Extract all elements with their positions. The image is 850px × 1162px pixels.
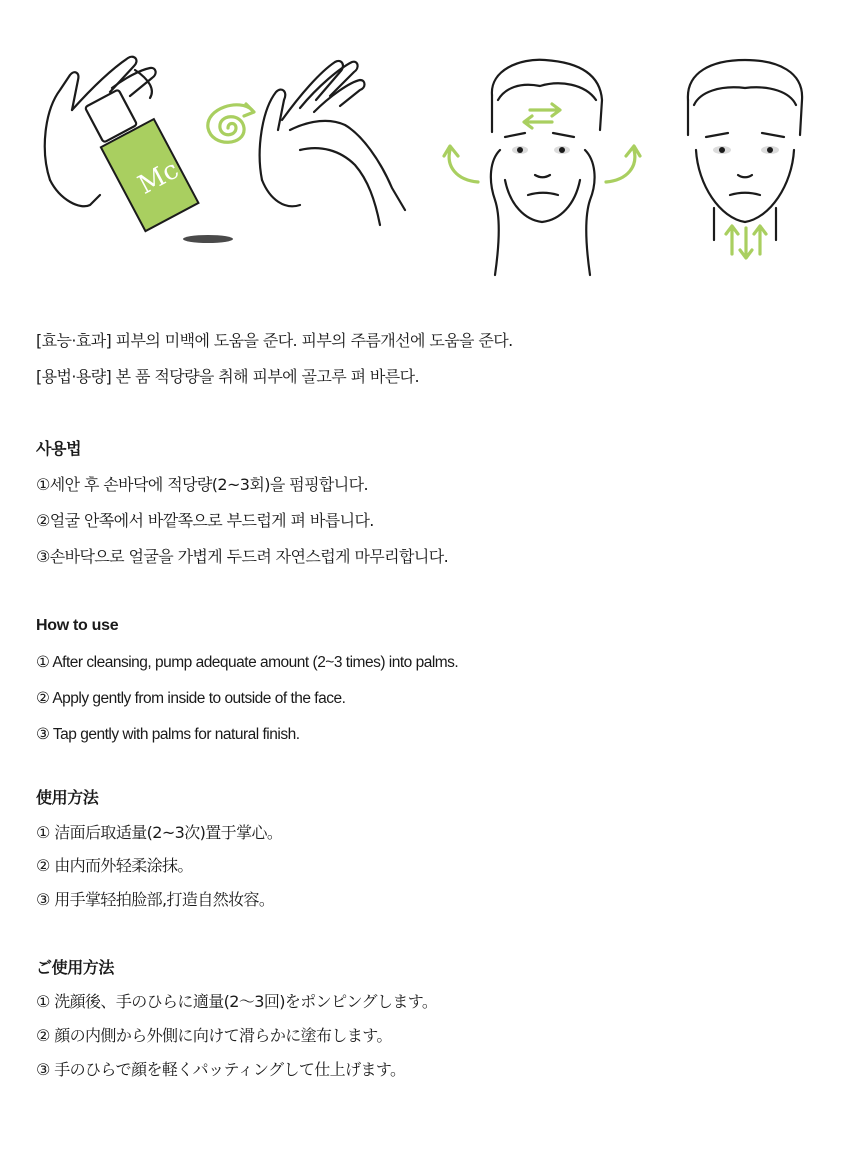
- english-step-2: ② Apply gently from inside to outside of the face.: [36, 690, 346, 707]
- japanese-step-2: ② 顔の内側から外側に向けて滑らかに塗布します。: [36, 1026, 392, 1045]
- usage-illustration: [0, 0, 850, 300]
- face-tapping-illustration: [688, 60, 802, 258]
- spiral-arrow-icon: [208, 104, 254, 142]
- japanese-heading: ご使用方法: [36, 958, 115, 977]
- japanese-step-1: ① 洗顔後、手のひらに適量(2〜3回)をポンピングします。: [36, 992, 438, 1011]
- dosage-text: [용법·용량] 본 품 적당량을 취해 피부에 골고루 펴 바른다.: [36, 367, 419, 386]
- bottle-illustration: [85, 89, 233, 243]
- chinese-step-2: ② 由内而外轻柔涂抹。: [36, 856, 193, 875]
- face-spreading-illustration: [444, 60, 640, 275]
- english-step-1: ① After cleansing, pump adequate amount (2~3 times) into palms.: [36, 654, 459, 671]
- chinese-heading: 使用方法: [36, 788, 99, 807]
- korean-step-2: ②얼굴 안쪽에서 바깥쪽으로 부드럽게 펴 바릅니다.: [36, 511, 374, 530]
- effect-text: [효능·효과] 피부의 미백에 도움을 준다. 피부의 주름개선에 도움을 준다.: [36, 331, 513, 350]
- rubbing-hands-illustration: [260, 61, 405, 225]
- korean-step-3: ③손바닥으로 얼굴을 가볍게 두드려 자연스럽게 마무리합니다.: [36, 547, 449, 566]
- korean-heading: 사용법: [36, 439, 82, 458]
- chinese-step-3: ③ 用手掌轻拍脸部,打造自然妆容。: [36, 890, 275, 909]
- bottle-logo: Mc: [133, 154, 184, 201]
- chinese-step-1: ① 洁面后取适量(2~3次)置于掌心。: [36, 823, 283, 842]
- korean-step-1: ①세안 후 손바닥에 적당량(2~3회)을 펌핑합니다.: [36, 475, 368, 494]
- japanese-step-3: ③ 手のひらで顔を軽くパッティングして仕上げます。: [36, 1060, 406, 1079]
- english-heading: How to use: [36, 617, 119, 634]
- english-step-3: ③ Tap gently with palms for natural finish.: [36, 726, 300, 743]
